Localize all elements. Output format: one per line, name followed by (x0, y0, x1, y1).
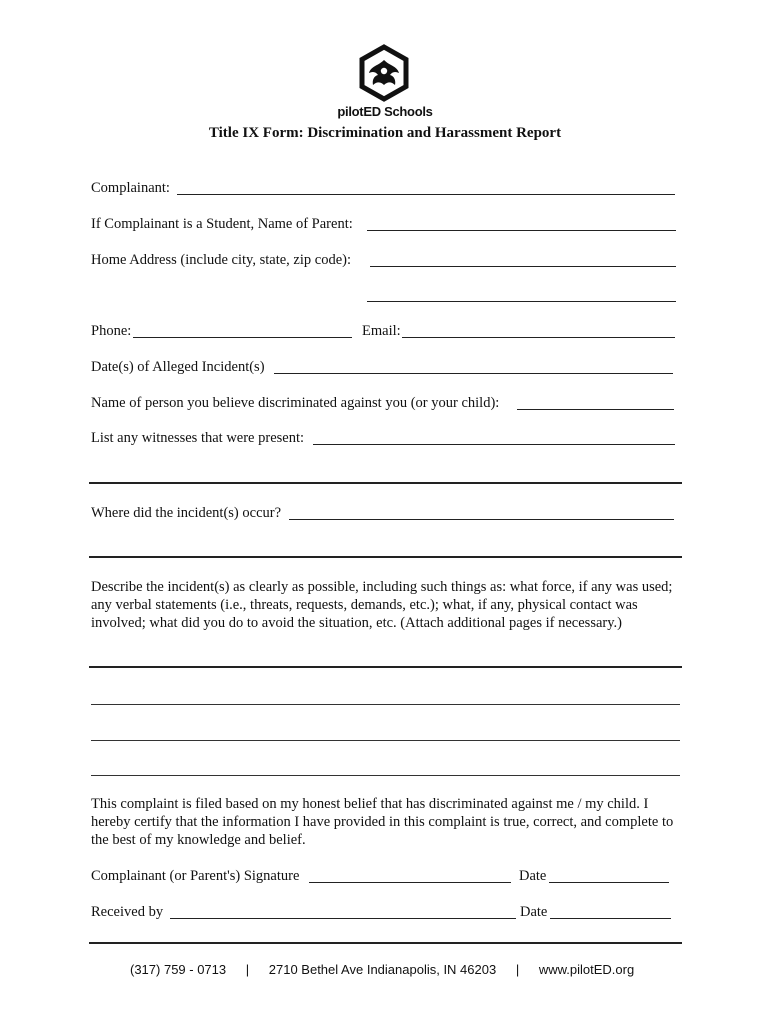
footer-website[interactable]: www.pilotED.org (538, 962, 635, 977)
parent-name-label: If Complainant is a Student, Name of Parent: (91, 216, 353, 232)
witnesses-field-line2[interactable] (89, 482, 682, 484)
received-by-field[interactable] (170, 918, 516, 919)
received-by-label: Received by (91, 904, 164, 920)
home-address-field-line2[interactable] (367, 301, 676, 302)
signature-label: Complainant (or Parent's) Signature (91, 868, 300, 884)
witnesses-label: List any witnesses that were present: (91, 430, 305, 446)
describe-incident-instructions: Describe the incident(s) as clearly as possible, including such things as: what force, if any was used; any verbal statements (i.e., threats, requests, demands, etc.); what, if any, physical contact was involved; what did you do to avoid the situation, etc. (Attach additional pages if necessary.) (91, 579, 673, 631)
email-label: Email: (362, 323, 401, 339)
phone-field[interactable] (133, 337, 352, 338)
school-name: pilotED Schools (337, 104, 433, 119)
received-date-field[interactable] (550, 918, 671, 919)
phone-label: Phone: (91, 323, 132, 339)
footer-address: 2710 Bethel Ave Indianapolis, IN 46203 (268, 962, 497, 977)
incident-location-field-line2[interactable] (89, 556, 682, 558)
home-address-label: Home Address (include city, state, zip code): (91, 252, 351, 268)
complainant-label: Complainant: (91, 180, 170, 196)
footer-phone: (317) 759 - 0713 (130, 962, 227, 977)
footer-separator: | (245, 962, 250, 977)
incident-location-field[interactable] (289, 519, 674, 520)
incident-location-label: Where did the incident(s) occur? (91, 505, 282, 521)
piloted-logo-icon (358, 44, 410, 102)
certification-statement: This complaint is filed based on my honest belief that has discriminated against me / my child. I hereby certify that the information I have provided in this complaint is true, correct, and complete to the best of my knowledge and belief. (91, 796, 674, 848)
form-title: Title IX Form: Discrimination and Harassment Report (208, 125, 562, 141)
witnesses-field[interactable] (313, 444, 675, 445)
email-field[interactable] (402, 337, 675, 338)
accused-name-label: Name of person you believe discriminated against you (or your child): (91, 395, 500, 411)
footer (130, 962, 634, 977)
description-line-3[interactable] (91, 740, 680, 741)
accused-name-field[interactable] (517, 409, 674, 410)
description-line-1[interactable] (89, 666, 682, 668)
incident-dates-label: Date(s) of Alleged Incident(s) (91, 359, 265, 375)
home-address-field[interactable] (370, 266, 676, 267)
complainant-field[interactable] (177, 194, 675, 195)
parent-name-field[interactable] (367, 230, 676, 231)
incident-dates-field[interactable] (274, 373, 673, 374)
footer-divider (89, 942, 682, 944)
description-line-4[interactable] (91, 775, 680, 776)
received-date-label: Date (520, 904, 548, 920)
signature-date-label: Date (519, 868, 547, 884)
signature-date-field[interactable] (549, 882, 669, 883)
signature-field[interactable] (309, 882, 511, 883)
description-line-2[interactable] (91, 704, 680, 705)
footer-separator: | (515, 962, 520, 977)
